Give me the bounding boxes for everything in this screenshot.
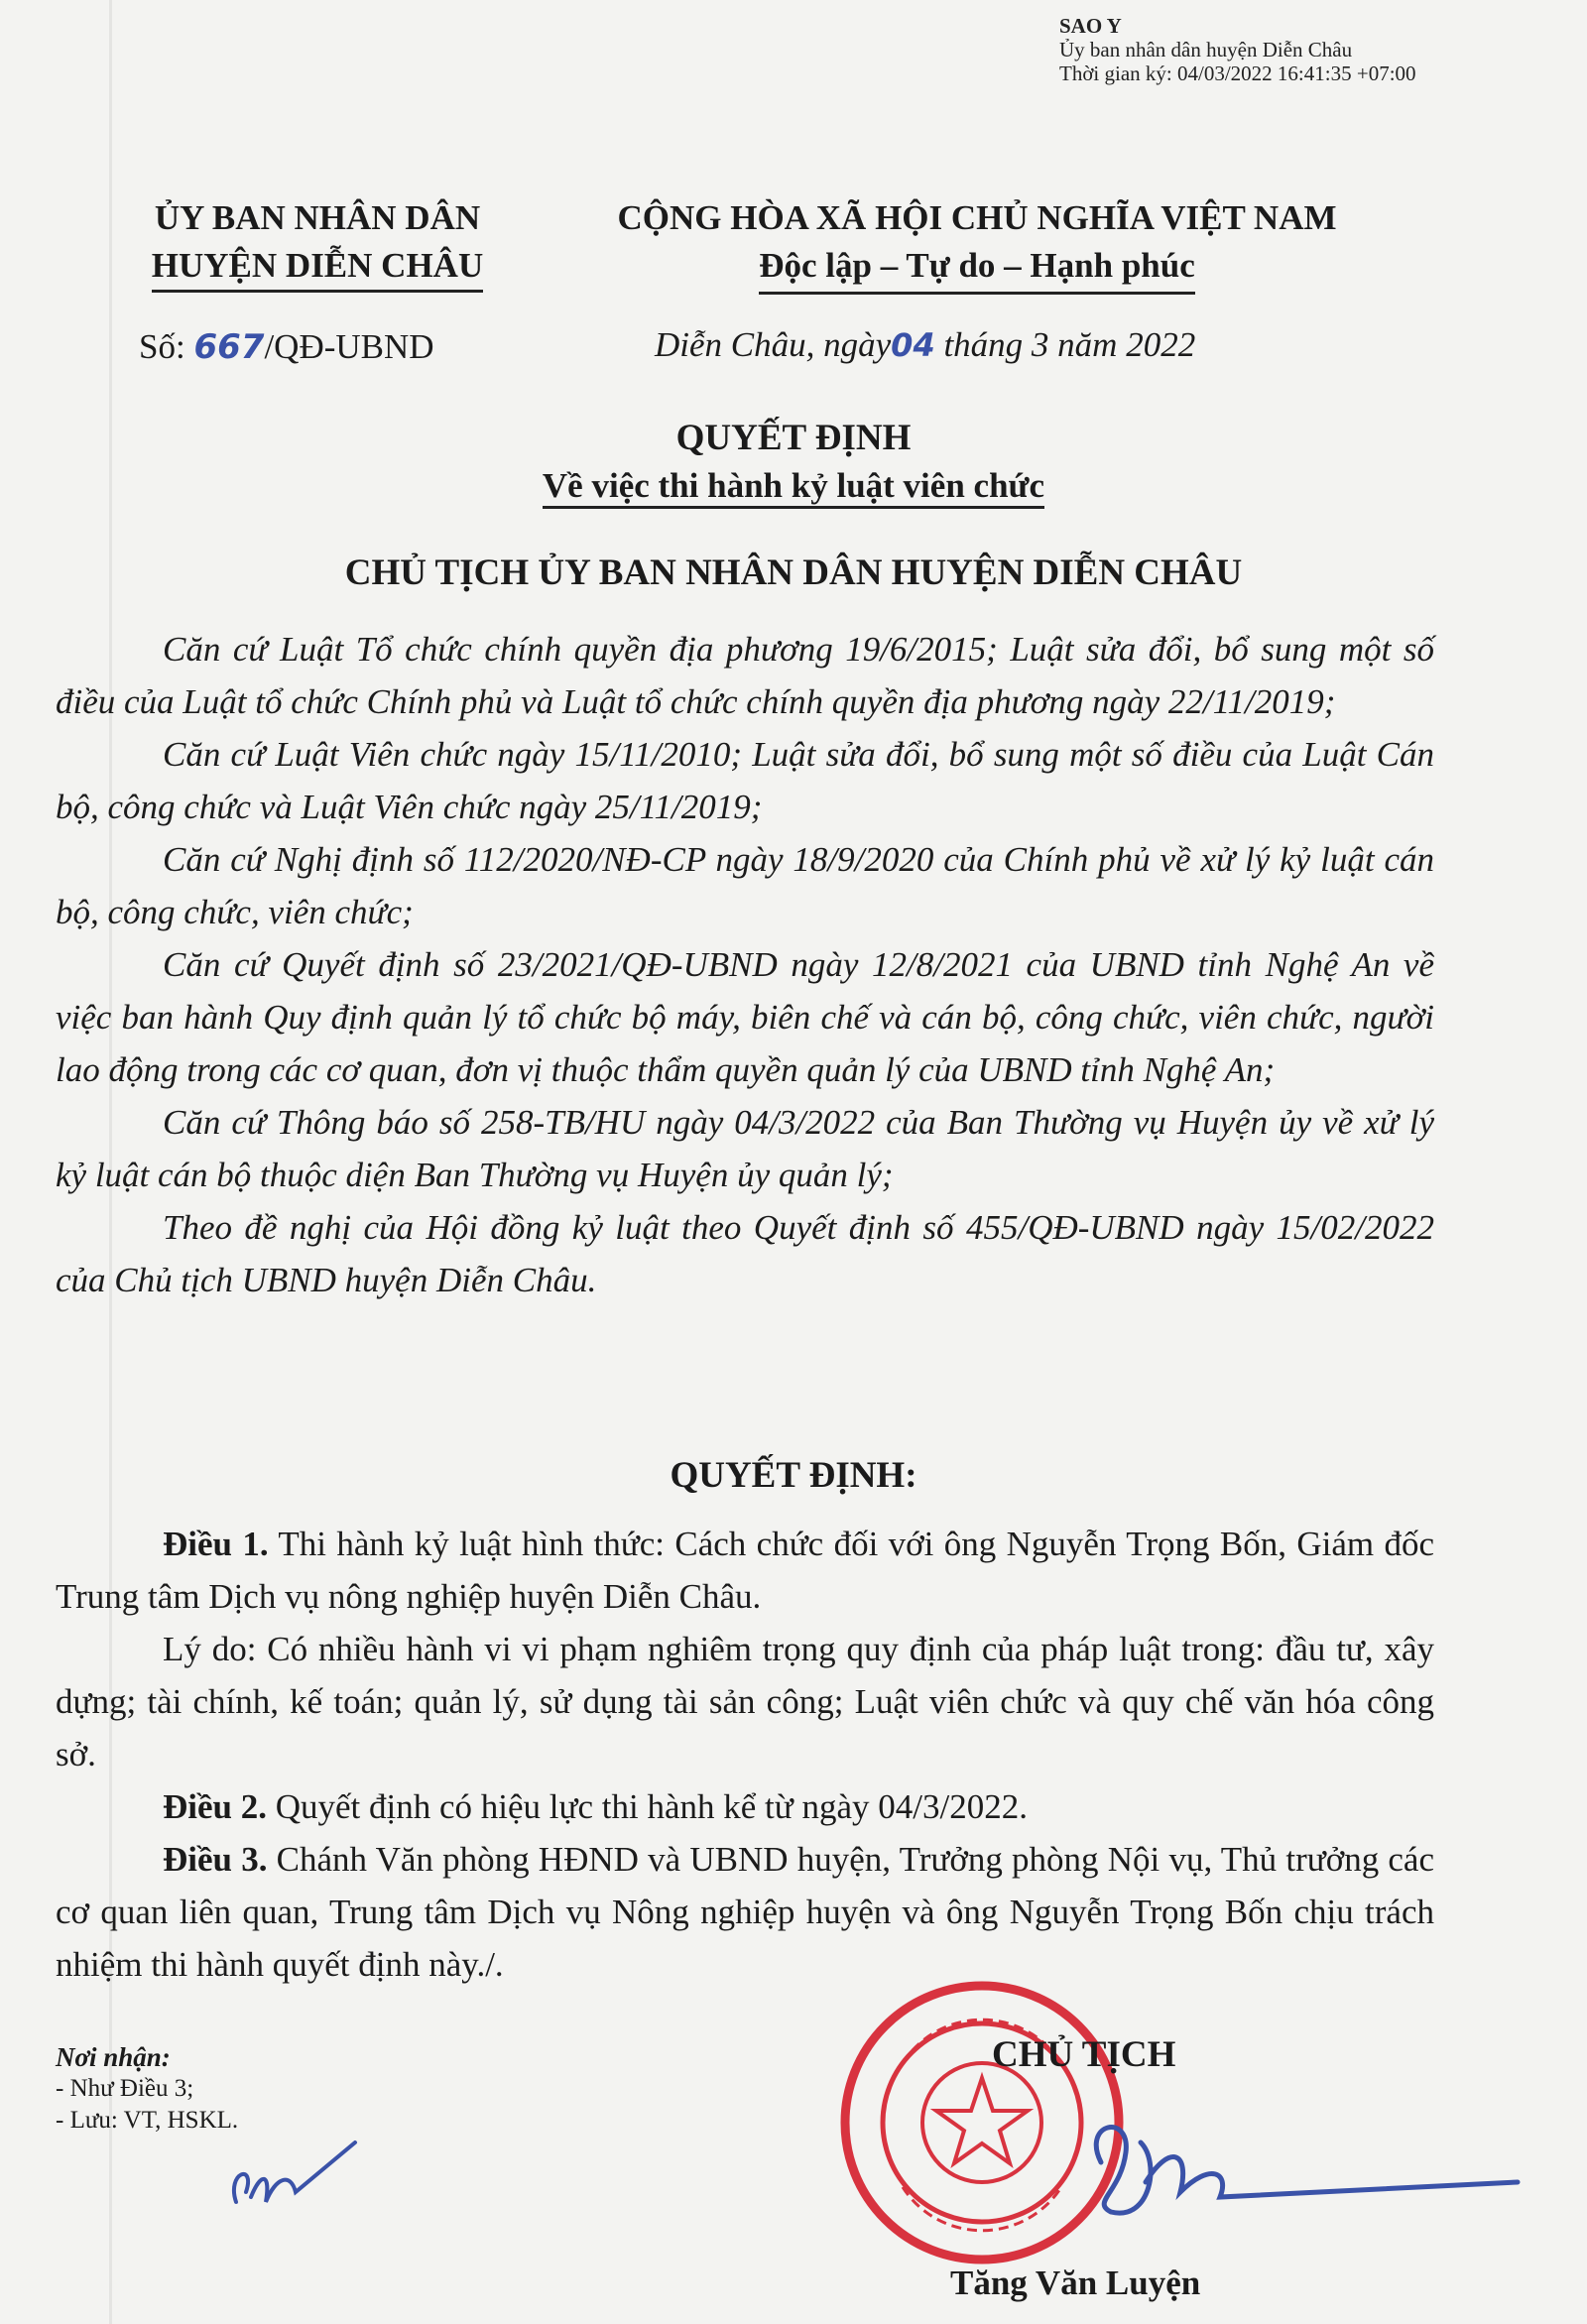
preamble-item: Căn cứ Nghị định số 112/2020/NĐ-CP ngày 18/9/2020 của Chính phủ về xử lý kỷ luật cán bộ, công chức, viên chức; [56,840,1434,931]
national-motto: Độc lập – Tự do – Hạnh phúc [759,242,1195,295]
preamble-item: Căn cứ Quyết định số 23/2021/QĐ-UBND ngày 12/8/2021 của UBND tỉnh Nghệ An về việc ban hành Quy định quản lý tổ chức bộ máy, biên chế và cán bộ, công chức, viên chức, người lao động trong các cơ quan, đơn vị thuộc thẩm quyền quản lý của UBND tỉnh Nghệ An; [56,945,1434,1089]
doc-number-handwritten: 667 [193,327,265,367]
article-1 [56,1518,1434,1623]
document-title: QUYẾT ĐỊNH [675,418,912,458]
recipients [56,2041,238,2137]
national-header [555,194,1399,295]
authority-title: CHỦ TỊCH ỦY BAN NHÂN DÂN HUYỆN DIỄN CHÂU [344,552,1243,593]
subject-text: Về việc thi hành kỷ luật viên chức [543,466,1044,509]
document-subject [0,466,1587,509]
article-3-text: Chánh Văn phòng HĐND và UBND huyện, Trưởng phòng Nội vụ, Thủ trưởng các cơ quan liên quan, Trung tâm Dịch vụ Nông nghiệp huyện và ông Nguyễn Trọng Bốn chịu trách nhiệm thi hành quyết định này./. [56,1840,1434,1984]
document-date [655,325,1195,365]
doc-date-prefix: Diễn Châu, ngày [655,325,892,364]
issuer-header [109,194,526,293]
preamble [56,623,1434,1306]
preamble-item: Theo đề nghị của Hội đồng kỷ luật theo Quyết định số 455/QĐ-UBND ngày 15/02/2022 của Chủ tịch UBND huyện Diễn Châu. [56,1208,1434,1299]
recipients-heading: Nơi nhận: [56,2042,171,2072]
recipient-item: - Như Điều 3; [56,2075,194,2102]
article-1-reason: Lý do: Có nhiều hành vi vi phạm nghiêm trọng quy định của pháp luật trong: đầu tư, xây dựng; tài chính, kế toán; quản lý, sử dụng tài sản công; Luật viên chức và quy chế văn hóa công sở. [56,1630,1434,1774]
article-1-label: Điều 1. [163,1525,269,1563]
article-3 [56,1833,1434,1991]
signer-title: CHỦ TỊCH [992,2034,1176,2075]
initial-signature [216,2133,365,2222]
article-2 [56,1780,1434,1833]
document-number [139,327,434,367]
article-1-text: Thi hành kỷ luật hình thức: Cách chức đối với ông Nguyễn Trọng Bốn, Giám đốc Trung tâm Dịch vụ nông nghiệp huyện Diễn Châu. [56,1525,1434,1616]
national-title: CỘNG HÒA XÃ HỘI CHỦ NGHĨA VIỆT NAM [617,198,1337,237]
issuer-line2: HUYỆN DIỄN CHÂU [152,242,483,293]
preamble-item: Căn cứ Thông báo số 258-TB/HU ngày 04/3/2022 của Ban Thường vụ Huyện ủy về xử lý kỷ luật cán bộ thuộc diện Ban Thường vụ Huyện ủy quản lý; [56,1103,1434,1194]
preamble-item: Căn cứ Luật Viên chức ngày 15/11/2010; Luật sửa đổi, bổ sung một số điều của Luật Cán bộ, công chức và Luật Viên chức ngày 25/11/2019; [56,735,1434,826]
copy-stamp [1059,14,1416,85]
copy-stamp-time: Thời gian ký: 04/03/2022 16:41:35 +07:00 [1059,61,1416,85]
decision-heading: QUYẾT ĐỊNH: [670,1455,917,1496]
signer-name: Tăng Văn Luyện [950,2263,1201,2302]
copy-stamp-title: SAO Y [1059,14,1122,38]
issuer-line1: ỦY BAN NHÂN DÂN [154,198,481,237]
handwritten-signature [1071,2103,1527,2242]
article-2-label: Điều 2. [163,1787,267,1826]
article-3-label: Điều 3. [163,1840,268,1879]
article-2-text: Quyết định có hiệu lực thi hành kể từ ngày 04/3/2022. [267,1787,1028,1826]
doc-date-handwritten: 04 [891,326,935,364]
copy-stamp-agency: Ủy ban nhân dân huyện Diễn Châu [1059,38,1353,61]
doc-number-prefix: Số: [139,327,194,366]
doc-date-suffix: tháng 3 năm 2022 [934,325,1196,364]
recipient-item: - Lưu: VT, HSKL. [56,2107,239,2134]
preamble-item: Căn cứ Luật Tổ chức chính quyền địa phương 19/6/2015; Luật sửa đổi, bổ sung một số điều của Luật tổ chức Chính phủ và Luật tổ chức chính quyền địa phương ngày 22/11/2019; [56,630,1434,721]
doc-number-suffix: /QĐ-UBND [264,327,434,366]
articles [56,1518,1434,1991]
